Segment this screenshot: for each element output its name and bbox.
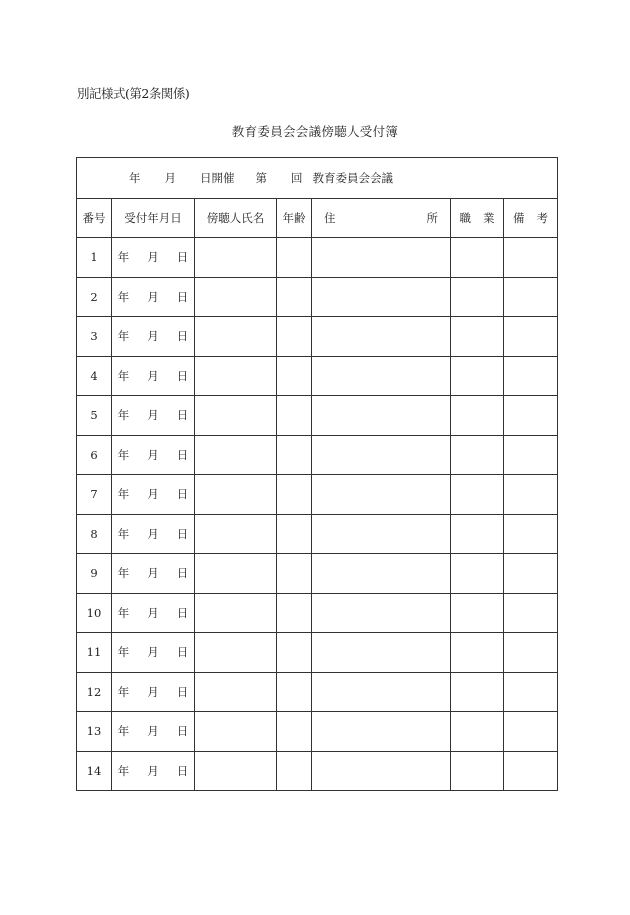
date-year-unit: 年: [117, 724, 130, 739]
remarks-cell[interactable]: [504, 317, 558, 357]
received-date-cell: [112, 554, 195, 594]
date-month-unit: 月: [147, 645, 159, 660]
date-day-unit: 日: [176, 447, 189, 462]
row-number: 9: [77, 554, 112, 594]
name-cell[interactable]: [195, 593, 277, 633]
row-number: 14: [77, 751, 112, 791]
row-number: 2: [77, 277, 112, 317]
address-cell[interactable]: [312, 475, 451, 515]
date-year-unit: 年: [117, 329, 130, 344]
occupation-cell[interactable]: [451, 277, 504, 317]
meeting-month: 月: [164, 170, 176, 185]
table-row: [77, 672, 558, 712]
address-cell[interactable]: [312, 593, 451, 633]
row-number: 7: [77, 475, 112, 515]
name-cell[interactable]: [195, 396, 277, 436]
date-day-unit: 日: [176, 408, 189, 423]
name-cell[interactable]: [195, 712, 277, 752]
age-cell[interactable]: [277, 277, 312, 317]
date-day-unit: 日: [176, 763, 189, 778]
form-label: 別記様式(第2条関係): [77, 86, 190, 101]
age-cell[interactable]: [277, 712, 312, 752]
address-cell[interactable]: [312, 554, 451, 594]
table-row: [77, 238, 558, 278]
name-cell[interactable]: [195, 514, 277, 554]
table-row: [77, 633, 558, 673]
row-number: 6: [77, 435, 112, 475]
date-month-unit: 月: [147, 526, 159, 541]
age-cell[interactable]: [277, 317, 312, 357]
remarks-cell[interactable]: [504, 712, 558, 752]
header-name: 傍聴人氏名: [195, 198, 277, 238]
date-year-unit: 年: [117, 763, 130, 778]
received-date-cell: [112, 593, 195, 633]
date-year-unit: 年: [117, 289, 130, 304]
document-title: 教育委員会会議傍聴人受付簿: [231, 124, 399, 139]
age-cell[interactable]: [277, 238, 312, 278]
received-date-cell: [112, 277, 195, 317]
date-year-unit: 年: [117, 566, 130, 581]
header-received-date: 受付年月日: [112, 198, 195, 238]
name-cell[interactable]: [195, 554, 277, 594]
date-month-unit: 月: [147, 566, 159, 581]
address-cell[interactable]: [312, 317, 451, 357]
name-cell[interactable]: [195, 751, 277, 791]
name-cell[interactable]: [195, 356, 277, 396]
received-date-cell: [112, 317, 195, 357]
meeting-day-held: 日開催: [200, 170, 235, 185]
date-year-unit: 年: [117, 408, 130, 423]
meeting-year: 年: [129, 170, 141, 185]
received-date-cell: [112, 475, 195, 515]
date-year-unit: 年: [117, 250, 130, 265]
age-cell[interactable]: [277, 475, 312, 515]
row-number: 10: [77, 593, 112, 633]
occupation-cell[interactable]: [451, 554, 504, 594]
remarks-cell[interactable]: [504, 277, 558, 317]
occupation-cell[interactable]: [451, 672, 504, 712]
header-remarks-2: 考: [536, 210, 549, 225]
address-cell[interactable]: [312, 356, 451, 396]
address-cell[interactable]: [312, 435, 451, 475]
remarks-cell[interactable]: [504, 356, 558, 396]
header-age: 年齢: [277, 198, 312, 238]
header-address-1: 住: [324, 210, 336, 225]
column-header-row: [77, 198, 558, 238]
date-day-unit: 日: [176, 250, 189, 265]
remarks-cell[interactable]: [504, 435, 558, 475]
occupation-cell[interactable]: [451, 514, 504, 554]
date-month-unit: 月: [147, 605, 159, 620]
received-date-cell: [112, 435, 195, 475]
date-day-unit: 日: [176, 487, 189, 502]
date-day-unit: 日: [176, 566, 189, 581]
occupation-cell[interactable]: [451, 712, 504, 752]
date-month-unit: 月: [147, 684, 159, 699]
date-year-unit: 年: [117, 447, 130, 462]
row-number: 3: [77, 317, 112, 357]
header-occupation-2: 業: [483, 210, 495, 225]
address-cell[interactable]: [312, 751, 451, 791]
date-month-unit: 月: [147, 447, 159, 462]
age-cell[interactable]: [277, 554, 312, 594]
name-cell[interactable]: [195, 238, 277, 278]
name-cell[interactable]: [195, 317, 277, 357]
meeting-info-row: [77, 158, 558, 199]
remarks-cell[interactable]: [504, 751, 558, 791]
received-date-cell: [112, 672, 195, 712]
row-number: 11: [77, 633, 112, 673]
occupation-cell[interactable]: [451, 751, 504, 791]
address-cell[interactable]: [312, 672, 451, 712]
name-cell[interactable]: [195, 277, 277, 317]
header-address-2: 所: [426, 210, 438, 225]
received-date-cell: [112, 396, 195, 436]
occupation-cell[interactable]: [451, 317, 504, 357]
remarks-cell[interactable]: [504, 396, 558, 436]
row-number: 5: [77, 396, 112, 436]
date-day-unit: 日: [176, 526, 189, 541]
occupation-cell[interactable]: [451, 238, 504, 278]
row-number: 8: [77, 514, 112, 554]
table-row: [77, 514, 558, 554]
row-number: 4: [77, 356, 112, 396]
occupation-cell[interactable]: [451, 356, 504, 396]
meeting-name: 教育委員会会議: [312, 170, 393, 185]
date-year-unit: 年: [117, 487, 130, 502]
remarks-cell[interactable]: [504, 633, 558, 673]
address-cell[interactable]: [312, 238, 451, 278]
address-cell[interactable]: [312, 633, 451, 673]
date-month-unit: 月: [147, 289, 159, 304]
date-month-unit: 月: [147, 724, 159, 739]
age-cell[interactable]: [277, 514, 312, 554]
header-remarks: [504, 198, 558, 238]
date-day-unit: 日: [176, 289, 189, 304]
meeting-info-cell: [77, 158, 558, 199]
reception-register-table: [76, 157, 558, 791]
table-row: [77, 712, 558, 752]
row-number: 12: [77, 672, 112, 712]
occupation-cell[interactable]: [451, 633, 504, 673]
date-year-unit: 年: [117, 526, 130, 541]
date-month-unit: 月: [147, 250, 159, 265]
occupation-cell[interactable]: [451, 593, 504, 633]
remarks-cell[interactable]: [504, 672, 558, 712]
table-row: [77, 751, 558, 791]
header-address: [312, 198, 451, 238]
row-number: 1: [77, 238, 112, 278]
remarks-cell[interactable]: [504, 475, 558, 515]
header-number: 番号: [77, 198, 112, 238]
age-cell[interactable]: [277, 672, 312, 712]
age-cell[interactable]: [277, 751, 312, 791]
date-month-unit: 月: [147, 329, 159, 344]
remarks-cell[interactable]: [504, 593, 558, 633]
remarks-cell[interactable]: [504, 514, 558, 554]
received-date-cell: [112, 751, 195, 791]
meeting-kai: 回: [291, 170, 303, 185]
age-cell[interactable]: [277, 435, 312, 475]
date-year-unit: 年: [117, 645, 130, 660]
received-date-cell: [112, 514, 195, 554]
name-cell[interactable]: [195, 435, 277, 475]
remarks-cell[interactable]: [504, 238, 558, 278]
date-day-unit: 日: [176, 329, 189, 344]
occupation-cell[interactable]: [451, 435, 504, 475]
address-cell[interactable]: [312, 396, 451, 436]
date-year-unit: 年: [117, 605, 130, 620]
name-cell[interactable]: [195, 633, 277, 673]
date-month-unit: 月: [147, 487, 159, 502]
age-cell[interactable]: [277, 356, 312, 396]
table-row: [77, 317, 558, 357]
name-cell[interactable]: [195, 672, 277, 712]
occupation-cell[interactable]: [451, 396, 504, 436]
received-date-cell: [112, 238, 195, 278]
date-year-unit: 年: [117, 684, 130, 699]
date-day-unit: 日: [176, 724, 189, 739]
address-cell[interactable]: [312, 514, 451, 554]
date-year-unit: 年: [117, 368, 130, 383]
table-row: [77, 435, 558, 475]
table-row: [77, 554, 558, 594]
table-row: [77, 593, 558, 633]
table-row: [77, 356, 558, 396]
age-cell[interactable]: [277, 593, 312, 633]
date-month-unit: 月: [147, 368, 159, 383]
date-day-unit: 日: [176, 368, 189, 383]
date-day-unit: 日: [176, 684, 189, 699]
header-occupation-1: 職: [459, 210, 471, 225]
header-remarks-1: 備: [513, 210, 525, 225]
name-cell[interactable]: [195, 475, 277, 515]
meeting-dai: 第: [255, 170, 267, 185]
occupation-cell[interactable]: [451, 475, 504, 515]
age-cell[interactable]: [277, 633, 312, 673]
table-row: [77, 475, 558, 515]
table-row: [77, 277, 558, 317]
date-month-unit: 月: [147, 408, 159, 423]
received-date-cell: [112, 712, 195, 752]
address-cell[interactable]: [312, 277, 451, 317]
remarks-cell[interactable]: [504, 554, 558, 594]
date-month-unit: 月: [147, 763, 159, 778]
row-number: 13: [77, 712, 112, 752]
table-row: [77, 396, 558, 436]
address-cell[interactable]: [312, 712, 451, 752]
received-date-cell: [112, 633, 195, 673]
date-day-unit: 日: [176, 645, 189, 660]
date-day-unit: 日: [176, 605, 189, 620]
received-date-cell: [112, 356, 195, 396]
age-cell[interactable]: [277, 396, 312, 436]
header-occupation: [451, 198, 504, 238]
